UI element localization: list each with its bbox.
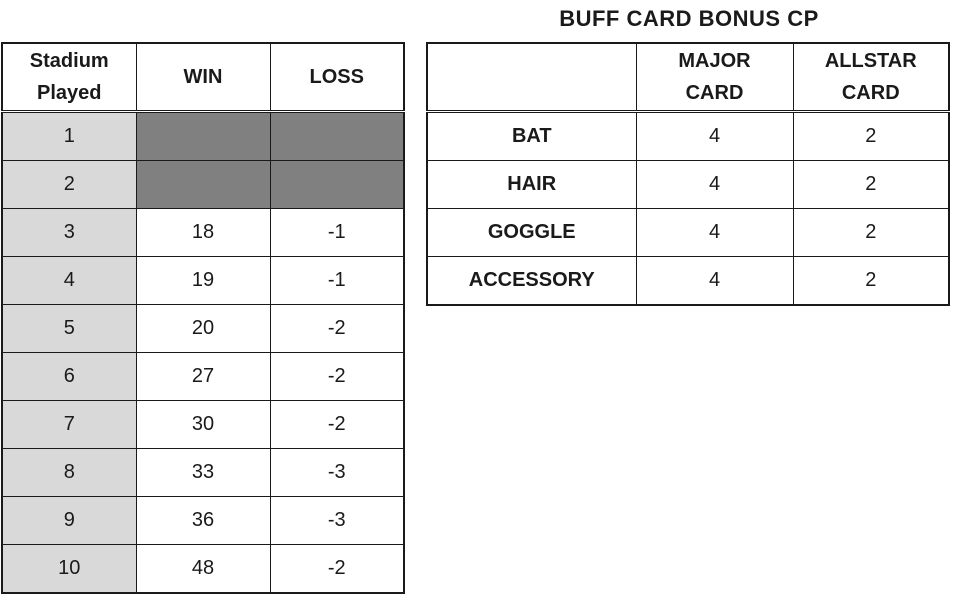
stadium-cell: 3 <box>2 209 136 257</box>
allstar-card-value: 2 <box>793 257 949 306</box>
table-header-row <box>427 43 949 112</box>
loss-cell <box>270 161 404 209</box>
loss-cell: -3 <box>270 497 404 545</box>
loss-cell: -2 <box>270 401 404 449</box>
win-cell: 48 <box>136 545 270 594</box>
table-row <box>2 209 404 257</box>
table-row <box>2 257 404 305</box>
table-row <box>427 161 949 209</box>
header-win: WIN <box>136 43 270 112</box>
win-cell: 27 <box>136 353 270 401</box>
table-row <box>2 545 404 594</box>
header-allstar-card <box>793 43 949 112</box>
loss-cell: -3 <box>270 449 404 497</box>
header-loss: LOSS <box>270 43 404 112</box>
loss-cell: -2 <box>270 305 404 353</box>
table-row <box>2 305 404 353</box>
card-type-label: HAIR <box>427 161 636 209</box>
card-type-label: BAT <box>427 112 636 161</box>
buff-card-title: BUFF CARD BONUS CP <box>559 6 819 31</box>
allstar-card-value: 2 <box>793 112 949 161</box>
buff-card-bonus-table <box>426 42 950 306</box>
loss-cell: -2 <box>270 353 404 401</box>
header-empty <box>427 43 636 112</box>
table-row <box>2 497 404 545</box>
header-stadium-line1: Stadium <box>29 50 109 72</box>
table-row <box>427 112 949 161</box>
win-cell: 19 <box>136 257 270 305</box>
table-header-row <box>2 43 404 112</box>
table-row <box>2 401 404 449</box>
table-row <box>2 353 404 401</box>
stadium-cell: 2 <box>2 161 136 209</box>
loss-cell: -1 <box>270 257 404 305</box>
table-row <box>427 257 949 306</box>
win-cell: 36 <box>136 497 270 545</box>
win-cell: 20 <box>136 305 270 353</box>
major-card-value: 4 <box>636 112 793 161</box>
win-cell: 30 <box>136 401 270 449</box>
loss-cell <box>270 112 404 161</box>
stadium-cell: 9 <box>2 497 136 545</box>
stadium-cell: 8 <box>2 449 136 497</box>
stadium-cell: 5 <box>2 305 136 353</box>
major-card-value: 4 <box>636 161 793 209</box>
stadium-cell: 4 <box>2 257 136 305</box>
allstar-card-value: 2 <box>793 209 949 257</box>
win-cell: 18 <box>136 209 270 257</box>
table-row <box>2 449 404 497</box>
loss-cell: -2 <box>270 545 404 594</box>
major-card-value: 4 <box>636 209 793 257</box>
table-row <box>2 161 404 209</box>
stadium-cell: 10 <box>2 545 136 594</box>
win-cell <box>136 161 270 209</box>
header-major-line2: CARD <box>685 82 744 104</box>
header-stadium-played <box>2 43 136 112</box>
card-type-label: GOGGLE <box>427 209 636 257</box>
win-cell <box>136 112 270 161</box>
stadium-cell: 7 <box>2 401 136 449</box>
header-allstar-line1: ALLSTAR <box>824 50 917 72</box>
allstar-card-value: 2 <box>793 161 949 209</box>
stadium-cell: 6 <box>2 353 136 401</box>
header-stadium-line2: Played <box>37 82 102 104</box>
table-row <box>427 209 949 257</box>
table-row <box>2 112 404 161</box>
major-card-value: 4 <box>636 257 793 306</box>
header-major-card <box>636 43 793 112</box>
loss-cell: -1 <box>270 209 404 257</box>
stadium-win-loss-table <box>1 42 405 594</box>
card-type-label: ACCESSORY <box>427 257 636 306</box>
win-cell: 33 <box>136 449 270 497</box>
stadium-cell: 1 <box>2 112 136 161</box>
header-allstar-line2: CARD <box>841 82 900 104</box>
header-major-line1: MAJOR <box>678 50 751 72</box>
